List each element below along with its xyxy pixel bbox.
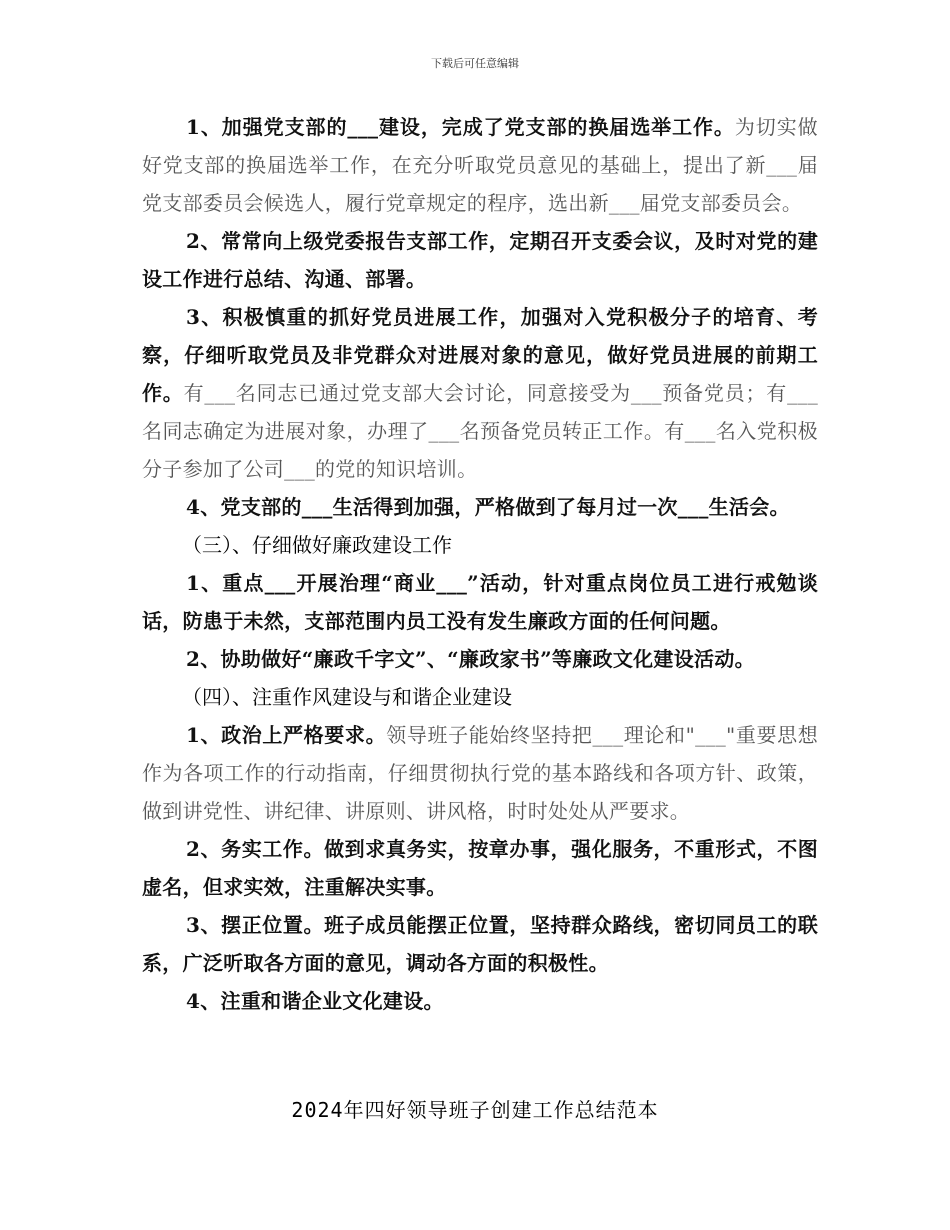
document-body [142,108,818,1020]
section-heading-integrity: （三）、仔细做好廉政建设工作 [182,533,452,557]
paragraph-harmonious-culture [142,982,818,1020]
paragraph-lead: 2、协助做好“廉政千字文”、“廉政家书”等廉政文化建设活动。 [186,647,755,671]
paragraph-integrity-culture [142,640,818,678]
paragraph-member-development [142,298,818,488]
section-heading-work-style: （四）、注重作风建设与和谐企业建设 [182,685,512,709]
paragraph-lead: 1、重点___开展治理“商业___”活动，针对重点岗位员工进行戒勉谈话，防患于未然，支部范围内员工没有发生廉政方面的任何问题。 [142,571,818,633]
paragraph-lead: 4、党支部的___生活得到加强，严格做到了每月过一次___生活会。 [186,495,790,519]
document-title: 2024年四好领导班子创建工作总结范本 [291,1098,659,1122]
paragraph-lead: 1、加强党支部的___建设，完成了党支部的换届选举工作。 [186,115,735,139]
paragraph-body: 为切实做好党支部的换届选举工作，在充分听取党员意见的基础上，提出了新___届党支部委员会候选人，履行党章规定的程序，选出新___届党支部委员会。 [142,115,818,215]
paragraph-lead: 4、注重和谐企业文化建设。 [186,989,444,1013]
paragraph-report-to-committee [142,222,818,298]
paragraph-lead: 3、积极慎重的抓好党员进展工作，加强对入党积极分子的培育、考察，仔细听取党员及非党群众对进展对象的意见，做好党员进展的前期工作。 [142,305,818,405]
paragraph-pragmatic-work [142,830,818,906]
paragraph-lead: 2、务实工作。做到求真务实，按章办事，强化服务，不重形式，不图虚名，但求实效，注重解决实事。 [142,837,818,899]
header-note: 下载后可任意编辑 [431,57,519,70]
paragraph-lead: 2、常常向上级党委报告支部工作，定期召开支委会议，及时对党的建设工作进行总结、沟通、部署。 [142,229,818,291]
paragraph-correct-position [142,906,818,982]
paragraph-branch-life [142,488,818,526]
paragraph-lead: 3、摆正位置。班子成员能摆正位置，坚持群众路线，密切同员工的联系，广泛听取各方面的意见，调动各方面的积极性。 [142,913,818,975]
paragraph-body: 有___名同志已通过党支部大会讨论，同意接受为___预备党员；有___名同志确定为进展对象，办理了___名预备党员转正工作。有___名入党积极分子参加了公司___的党的知识培训。 [142,381,818,481]
paragraph-body: 领导班子能始终坚持把___理论和"___"重要思想作为各项工作的行动指南，仔细贯彻执行党的基本路线和各项方针、政策，做到讲党性、讲纪律、讲原则、讲风格，时时处处从严要求。 [142,723,818,823]
paragraph-party-branch-election [142,108,818,222]
paragraph-commercial-bribery [142,564,818,640]
paragraph-lead: 1、政治上严格要求。 [186,723,387,747]
paragraph-political-requirements [142,716,818,830]
